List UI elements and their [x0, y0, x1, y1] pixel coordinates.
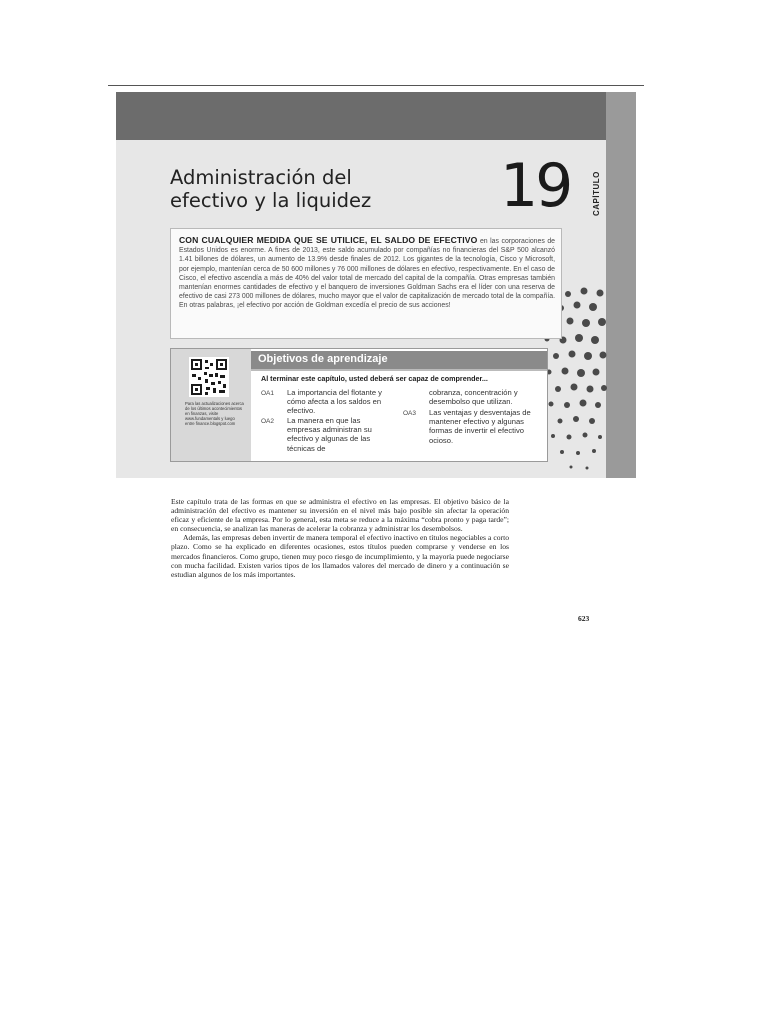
chapter-title-line-2: efectivo y la liquidez — [170, 189, 372, 212]
top-rule — [108, 85, 644, 86]
side-bar — [606, 92, 636, 478]
chapter-title-line-1: Administración del — [170, 166, 352, 189]
chapter-opener — [116, 92, 636, 478]
chapter-number: 19 — [500, 151, 571, 221]
objective-code: OA2 — [261, 418, 275, 425]
objective-code: OA3 — [403, 410, 417, 417]
objective-item: La importancia del flotante y cómo afecta a los saldos en efectivo. — [287, 388, 382, 416]
learning-objectives-box — [170, 348, 548, 462]
objective-item: Las ventajas y desventajas de mantener efectivo y algunas formas de invertir el efectivo ocioso. — [429, 408, 531, 445]
chapter-label: CAPÍTULO — [592, 171, 601, 216]
intro-box — [170, 228, 562, 339]
objective-code: OA1 — [261, 390, 275, 397]
intro-lead: CON CUALQUIER MEDIDA QUE SE UTILICE, EL SALDO DE EFECTIVO — [179, 235, 478, 245]
header-bar — [116, 92, 606, 140]
intro-text: en las corporaciones de Estados Unidos es enorme. A fines de 2013, este saldo acumulado por compañías no financieras del S&P 500 alcanzó 1.41 billones de dólares, un aumento de 13.9% desde finales de 2012. Los gigantes de la tecnología, Cisco y Microsoft, por ejemplo, mantenían cerca de 50 600 millones y 76 000 millones de dólares en efectivo, respectivamente. En el caso de Cisco, el efectivo ascendía a más de 40% del valor total de mercado del capital de la compañía. Otras empresas también mantenían enormes cantidades de efectivo y el banquero de inversiones Goldman Sachs era el líder con una reserva de efectivo de casi 273 000 millones de dólares, mucho mayor que el valor de capitalización de mercado total de la compañía. En otras palabras, ¡el efectivo por acción de Goldman excedía el precio de sus acciones! — [179, 238, 556, 310]
qr-code-icon — [189, 357, 229, 397]
objectives-title: Objetivos de aprendizaje — [258, 353, 388, 365]
objectives-header — [251, 351, 547, 371]
objectives-sidebar — [171, 349, 251, 461]
resource-note: Para las actualizaciones acerca de los últimos acontecimientos en finanzas, visite www.fundamentals y luego entre finance.blogspot.com — [185, 401, 244, 427]
objective-item: La manera en que las empresas administran su efectivo y algunas de las técnicas de — [287, 416, 372, 453]
chapter-body-text — [171, 497, 509, 579]
body-paragraph: Este capítulo trata de las formas en que se administra el efectivo en las empresas. El objetivo básico de la administración del efectivo es mantener su inversión en el nivel más bajo posible sin afectar la operación eficaz y eficiente de la empresa. Por lo general, esta meta se reduce a la máxima “cobra pronto y paga tarde”; en consecuencia, se analizan las maneras de acelerar la cobranza y administrar los desembolsos. — [171, 497, 509, 534]
chapter-title — [170, 166, 500, 212]
body-paragraph: Además, las empresas deben invertir de manera temporal el efectivo inactivo en títulos negociables a corto plazo. Como se ha explicado en diferentes ocasiones, estos títulos pueden comprarse y venderse en los mercados financieros. Como grupo, tienen muy poco riesgo de incumplimiento, y la mayoría puede negociarse con mucha facilidad. Existen varios tipos de los llamados valores del mercado de dinero y a continuación se estudian algunos de los más importantes. — [171, 533, 509, 579]
objective-item-continued: cobranza, concentración y desembolso que utilizan. — [429, 388, 518, 407]
objectives-intro: Al terminar este capítulo, usted deberá ser capaz de comprender... — [261, 374, 488, 383]
page-number: 623 — [578, 614, 590, 623]
